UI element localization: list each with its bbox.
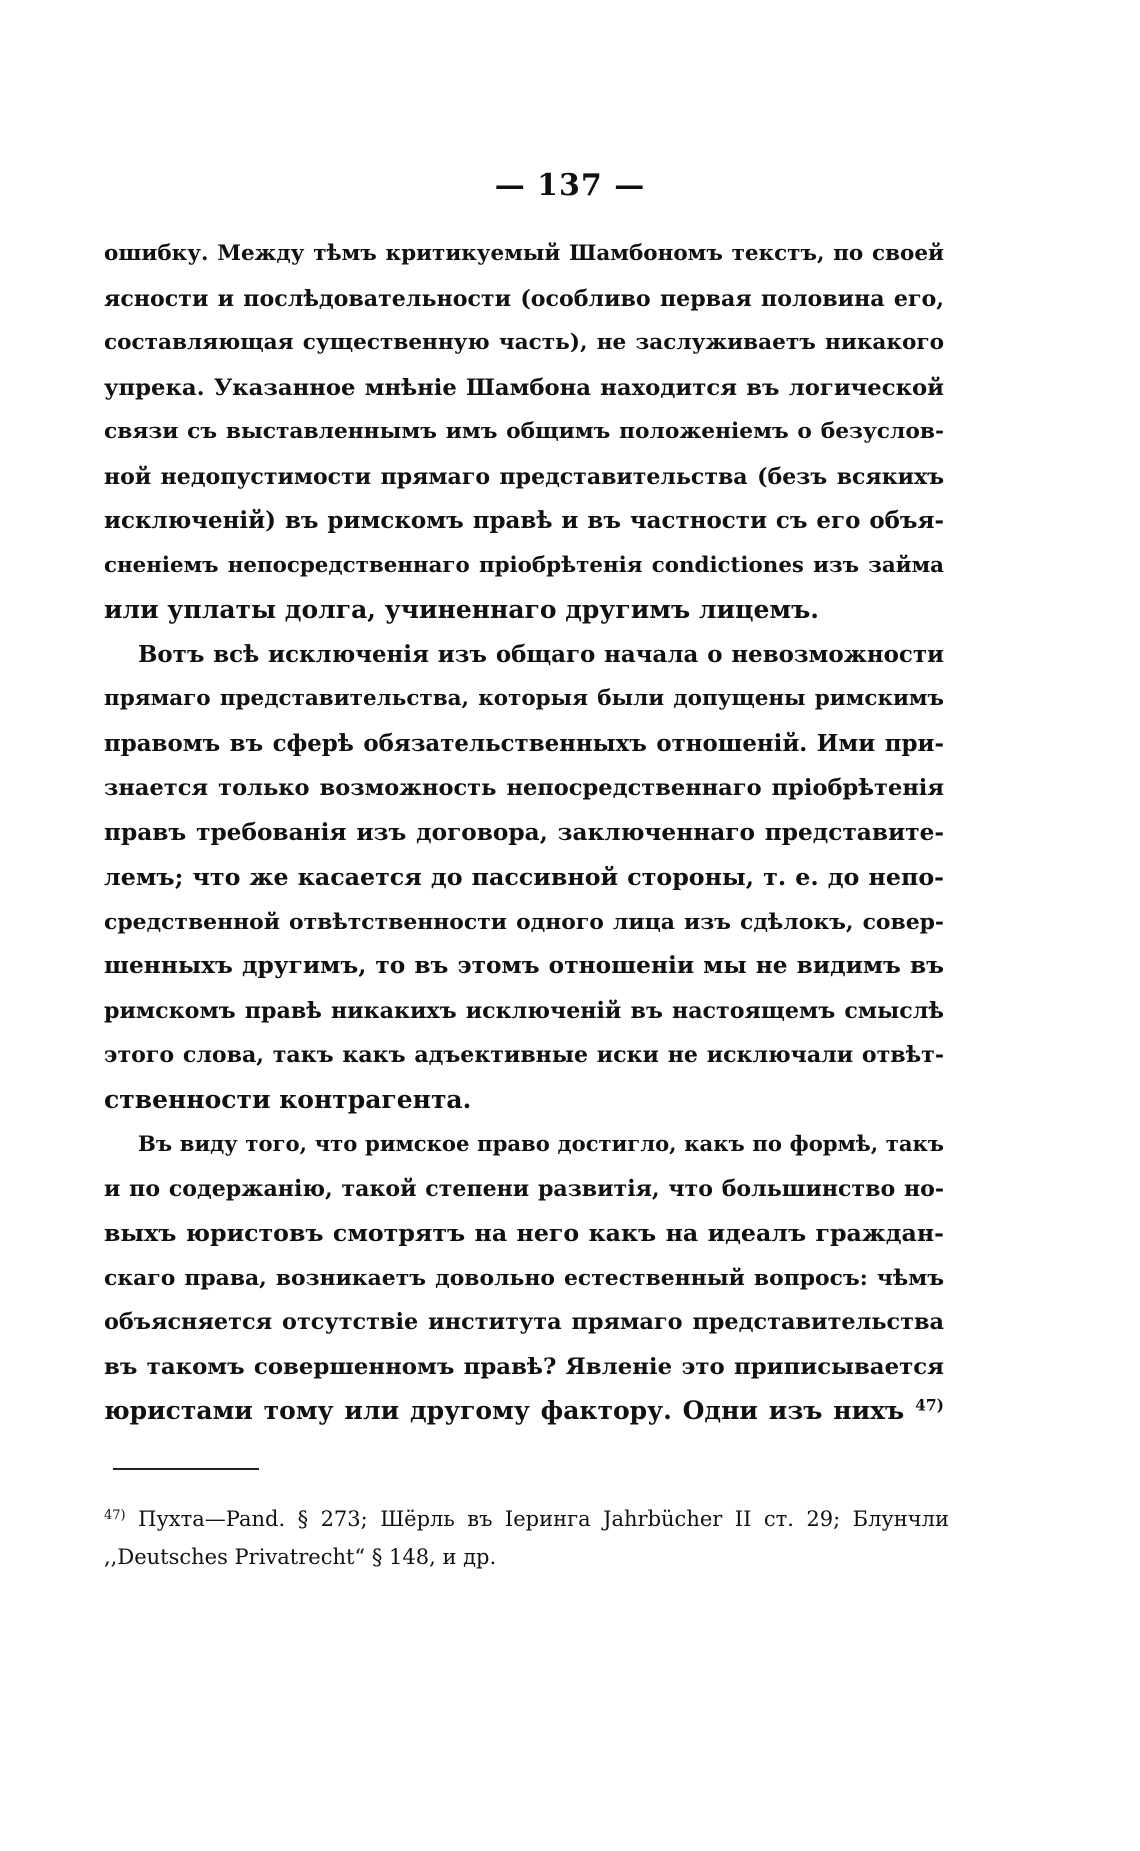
text-line: исключеній) въ римскомъ правѣ и въ частности съ его объя- bbox=[104, 507, 944, 534]
text-line: Въ виду того, что римское право достигло, какъ по формѣ, такъ bbox=[138, 1131, 944, 1156]
text-line: скаго права, возникаетъ довольно естественный вопросъ: чѣмъ bbox=[104, 1264, 944, 1291]
text-line: ной недопустимости прямаго представительства (безъ всякихъ bbox=[104, 463, 944, 490]
text-line: правъ требованія изъ договора, заключеннаго представите- bbox=[104, 818, 944, 846]
text-line-with-ref bbox=[104, 1389, 944, 1434]
text-line: или уплаты долга, учиненнаго другимъ лицемъ. bbox=[104, 595, 819, 624]
paragraph-1 bbox=[104, 232, 944, 633]
text-line: средственной отвѣтственности одного лица изъ сдѣлокъ, совер- bbox=[104, 908, 944, 935]
footnote-47 bbox=[104, 1500, 949, 1538]
footnote-marker: 47) bbox=[104, 1507, 126, 1523]
text-line: связи съ выставленнымъ имъ общимъ положеніемъ о безуслов- bbox=[104, 419, 944, 444]
text-line: этого слова, такъ какъ адъективные иски не исключали отвѣт- bbox=[104, 1042, 944, 1068]
text-line-content: юристами тому или другому фактору. Одни изъ нихъ bbox=[104, 1396, 905, 1425]
text-line: и по содержанію, такой степени развитія, что большинство но- bbox=[104, 1175, 944, 1202]
text-line: ошибку. Между тѣмъ критикуемый Шамбономъ текстъ, по своей bbox=[104, 241, 944, 266]
text-line: шенныхъ другимъ, то въ этомъ отношеніи мы не видимъ въ bbox=[104, 952, 944, 979]
footnote-text: Пухта—Pand. § 273; Шёрль въ Іеринга Jahrbücher II ст. 29; Блунчли bbox=[138, 1507, 949, 1531]
text-line: выхъ юристовъ смотрятъ на него какъ на идеалъ граждан- bbox=[104, 1219, 944, 1247]
paragraph-2 bbox=[104, 633, 944, 1123]
text-line: ственности контрагента. bbox=[104, 1084, 472, 1114]
text-line: римскомъ правѣ никакихъ исключеній въ настоящемъ смыслѣ bbox=[104, 997, 944, 1024]
text-line: знается только возможность непосредственнаго пріобрѣтенія bbox=[104, 775, 944, 801]
paragraph-3 bbox=[104, 1122, 944, 1434]
text-line: лемъ; что же касается до пассивной стороны, т. е. до непо- bbox=[104, 863, 944, 891]
text-line: Вотъ всѣ исключенія изъ общаго начала о невозможности bbox=[138, 640, 944, 668]
text-line: ясности и послѣдовательности (особливо первая половина его, bbox=[104, 285, 944, 312]
page-number: — 137 — bbox=[494, 168, 646, 203]
text-line: прямаго представительства, которыя были допущены римскимъ bbox=[104, 686, 944, 711]
footnote-47-continuation: ,,Deutsches Privatrecht“ § 148, и др. bbox=[104, 1545, 497, 1569]
footnote-reference[interactable]: 47) bbox=[915, 1395, 944, 1415]
text-line: сненіемъ непосредственнаго пріобрѣтенія condictiones изъ займа bbox=[104, 552, 944, 578]
body-text bbox=[104, 232, 944, 1434]
text-line: упрека. Указанное мнѣніе Шамбона находится въ логической bbox=[104, 374, 944, 401]
footnotes bbox=[104, 1500, 949, 1576]
footnote-divider bbox=[113, 1468, 259, 1470]
text-line: составляющая существенную часть), не заслуживаетъ никакого bbox=[104, 330, 944, 355]
text-line: въ такомъ совершенномъ правѣ? Явленіе это приписывается bbox=[104, 1353, 944, 1380]
text-line: правомъ въ сферѣ обязательственныхъ отношеній. Ими при- bbox=[104, 730, 944, 757]
text-line: объясняется отсутствіе института прямаго представительства bbox=[104, 1309, 944, 1335]
